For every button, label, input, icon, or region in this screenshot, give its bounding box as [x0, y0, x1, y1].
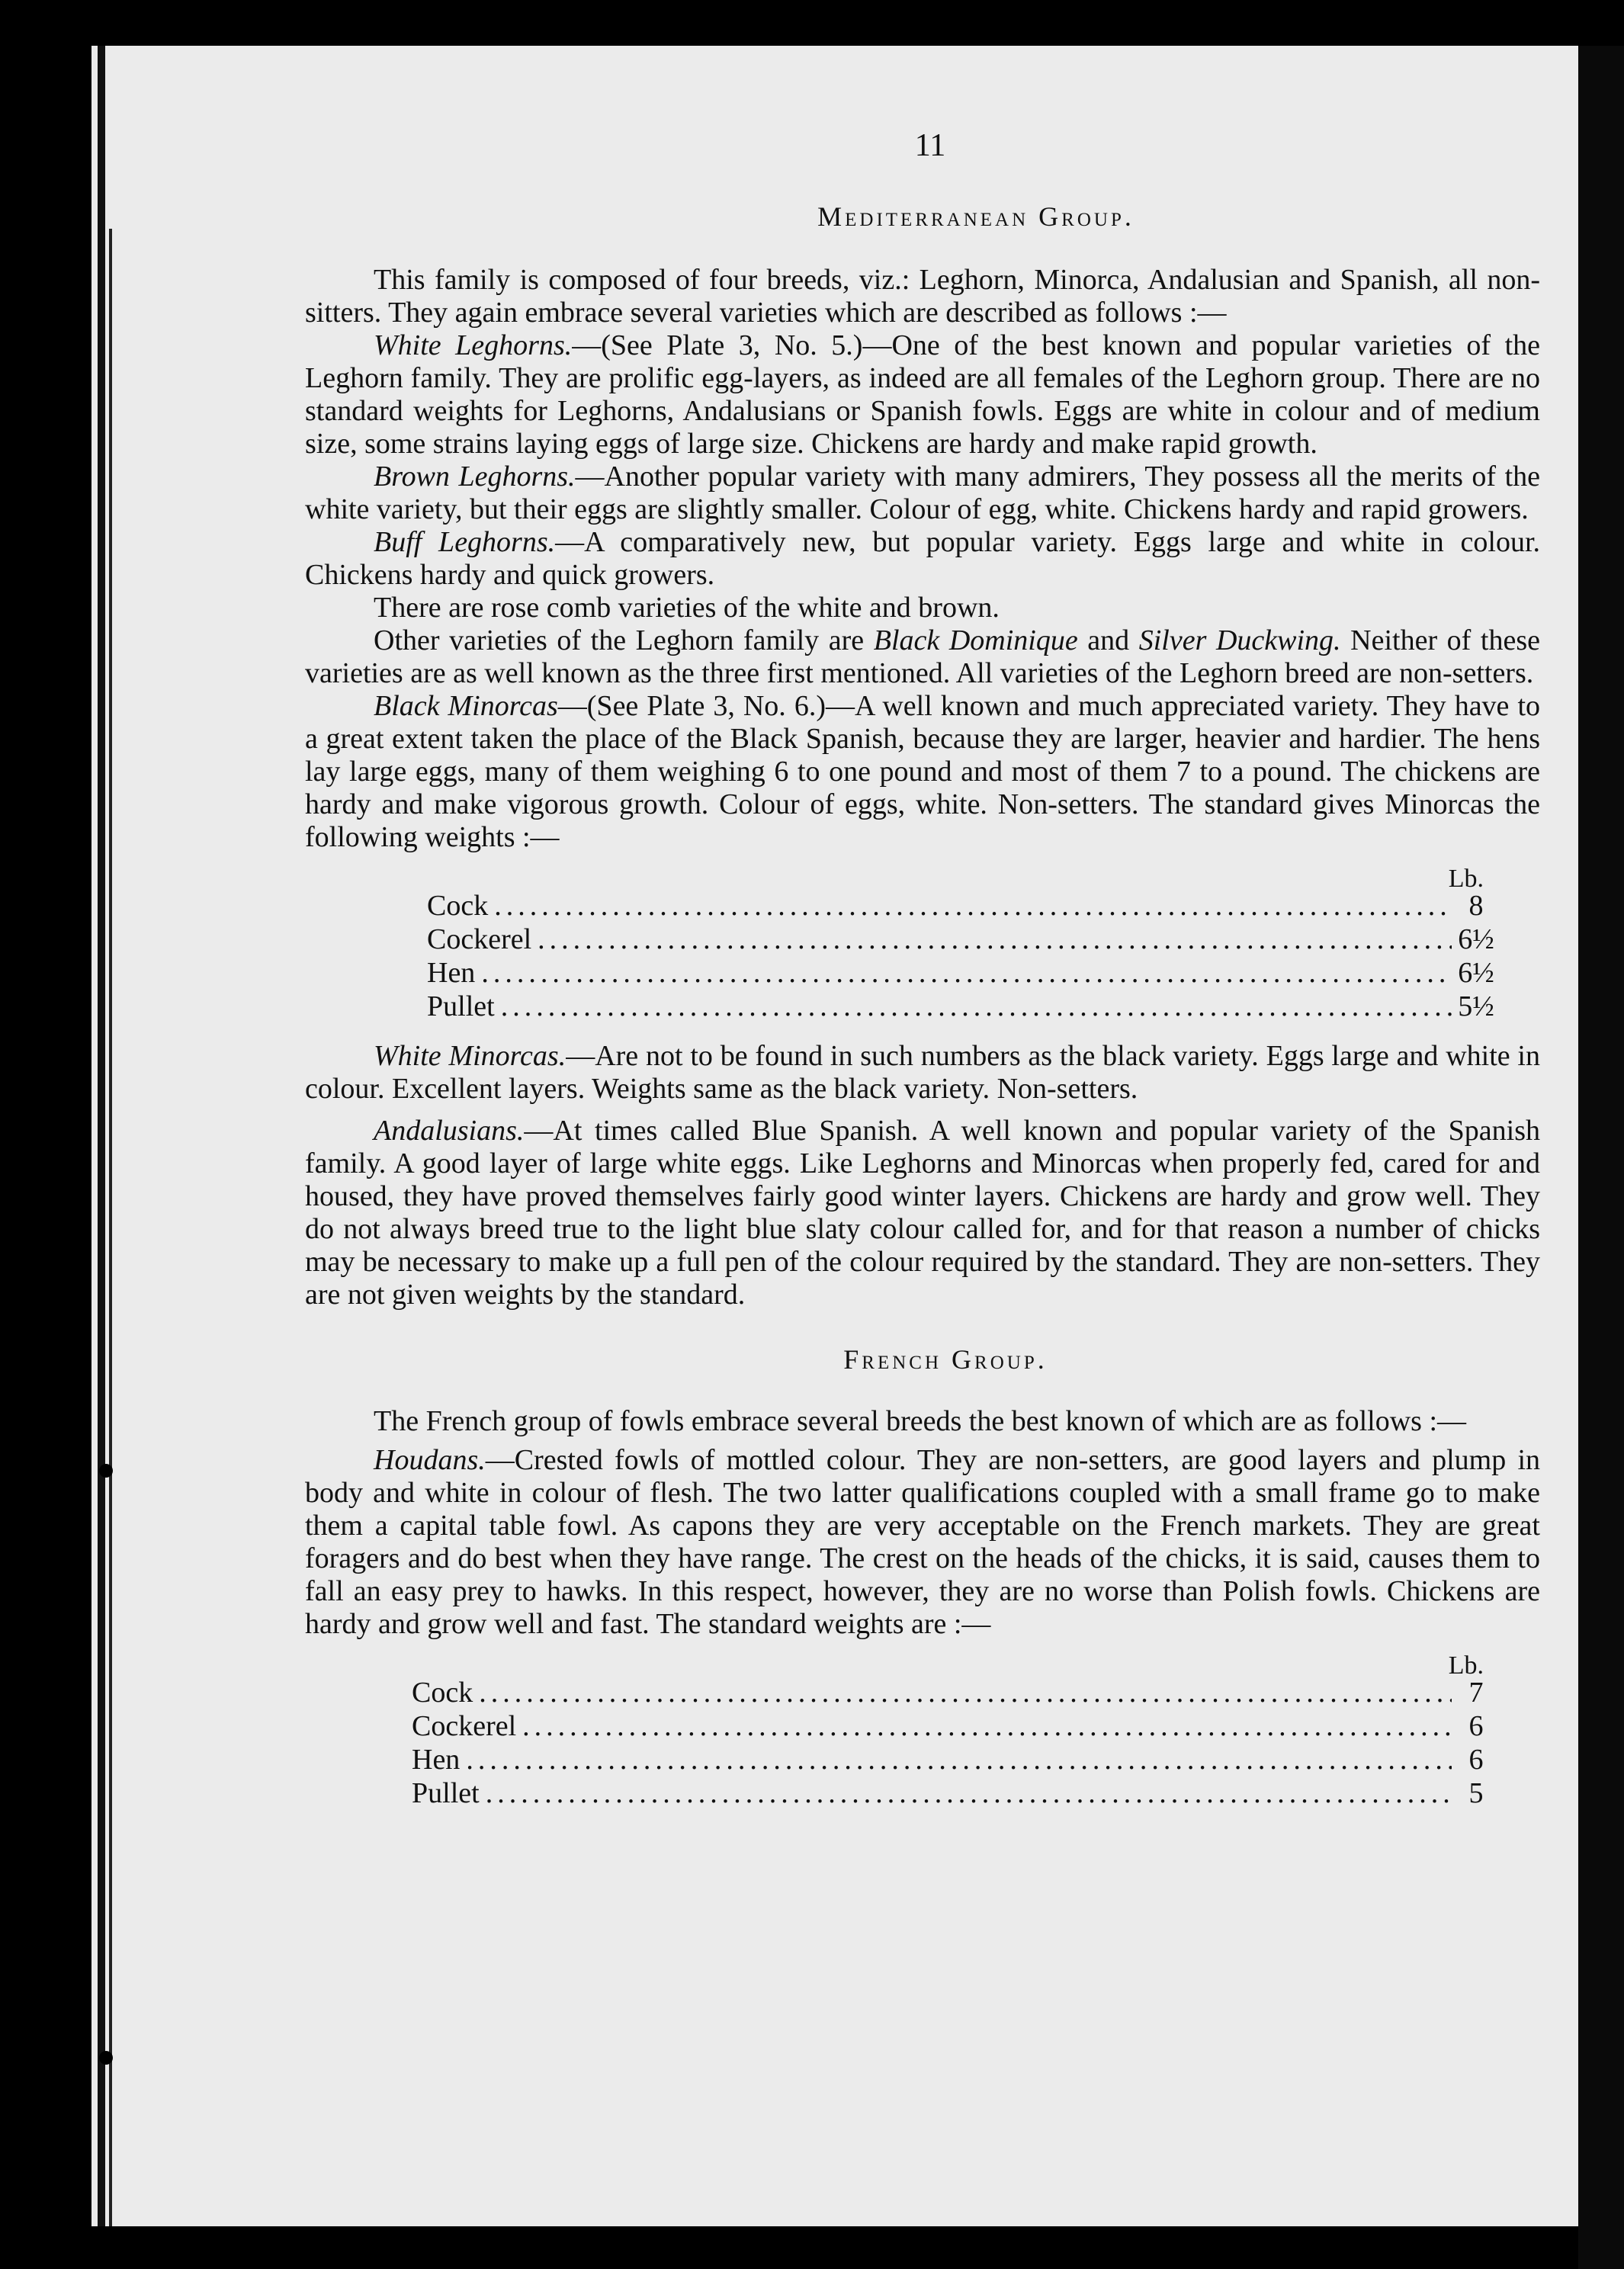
leader-dots [522, 1709, 1452, 1743]
weights-unit: Lb. [1448, 865, 1484, 893]
weights-value: 8 [1468, 890, 1484, 922]
weights-label: Cock [412, 1677, 473, 1709]
section-heading-mediterranean: Mediterranean Group. [817, 201, 1135, 232]
entry-text: —Crested fowls of mottled colour. They are non-setters, are good layers and plump in body and white in colour of flesh. The two latter qualifications coupled with a small frame go to make them a capital table fowl. As capons they are very acceptable on the French markets. They are great foragers and do best when they have range. The crest on the heads of the chicks, it is said, causes them to fall an easy prey to hawks. In this respect, however, they are no worse than Polish fowls. Chickens are hardy and grow well and fast. The standard weights are :— [305, 1444, 1540, 1640]
entry-term: Buff Leghorns. [374, 526, 556, 558]
text-run: Other varieties of the Leghorn family are [374, 624, 874, 656]
binding-hole [99, 1464, 113, 1478]
weights-value: 6½ [1458, 957, 1494, 989]
scan-border-right [1578, 46, 1624, 2269]
leader-dots [479, 1676, 1452, 1709]
entry-white-leghorns [305, 329, 1540, 461]
entry-term: White Minorcas. [374, 1040, 566, 1072]
weights-label: Cockerel [412, 1710, 517, 1742]
entry-text: —Another popular variety with many admirers, They possess all the merits of the white variety, but their eggs are slightly smaller. Colour of egg, white. Chickens hardy and rapid growers. [305, 461, 1541, 525]
entry-houdans [305, 1444, 1540, 1641]
section-heading-french: French Group. [843, 1344, 1048, 1375]
entry-text: —Are not to be found in such numbers as the black variety. Eggs large and white in colour. Excellent layers. Weights same as the black variety. Non-setters. [305, 1040, 1540, 1105]
weights-value: 6 [1468, 1710, 1484, 1742]
paragraph-intro-french: The French group of fowls embrace several breeds the best known of which are as follows :— [374, 1405, 1466, 1437]
entry-white-minorcas [305, 1040, 1540, 1106]
weights-value: 6½ [1458, 923, 1494, 955]
weights-row [427, 956, 1494, 990]
weights-row [427, 923, 1494, 956]
weights-value: 7 [1468, 1677, 1484, 1709]
text-run: Neither of these varieties are as well known as the three first mentioned. All varieties of the Leghorn breed are non-setters. [305, 624, 1541, 689]
entry-black-minorcas [305, 690, 1540, 854]
entry-buff-leghorns [305, 526, 1540, 592]
entry-term: Black Minorcas [374, 690, 558, 722]
paragraph-intro-mediterranean: This family is composed of four breeds, viz.: Leghorn, Minorca, Andalusian and Spanish, all non-sitters. They again embrace several varieties which are described as follows :— [305, 264, 1540, 329]
entry-text: —A comparatively new, but popular variety. Eggs large and white in colour. Chickens hardy and quick growers. [305, 526, 1540, 591]
entry-term: Brown Leghorns. [374, 461, 576, 493]
leader-dots [481, 956, 1452, 990]
entry-term: Houdans. [374, 1444, 486, 1476]
variety-name: Silver Duckwing. [1138, 624, 1341, 656]
paragraph-rose-comb: There are rose comb varieties of the white and brown. [374, 592, 1000, 624]
page-number: 11 [914, 128, 946, 163]
paragraph-other-varieties [305, 624, 1540, 690]
weights-row [412, 1776, 1494, 1810]
entry-text: —At times called Blue Spanish. A well known and popular variety of the Spanish family. A good layer of large white eggs. Like Leghorns and Minorcas when properly fed, cared for and housed, they have proved themselves fairly good winter layers. Chickens are hardy and grow well. They do not always breed true to the light blue slaty colour called for, and for that reason a number of chicks may be necessary to make up a full pen of the colour required by the standard. They are non-setters. They are not given weights by the standard. [305, 1115, 1540, 1311]
weights-row [412, 1743, 1494, 1776]
weights-value: 6 [1468, 1744, 1484, 1776]
page-edge-line-inner [109, 229, 112, 2226]
entry-text: —(See Plate 3, No. 6.)—A well known and much appreciated variety. They have to a great extent taken the place of the Black Spanish, because they are larger, heavier and hardier. The hens lay large eggs, many of them weighing 6 to one pound and most of them 7 to a pound. The chickens are hardy and make vigorous growth. Colour of eggs, white. Non-setters. The standard gives Minorcas the following weights :— [305, 690, 1541, 853]
weights-row [427, 889, 1494, 923]
entry-term: White Leghorns. [374, 329, 573, 361]
weights-value: 5 [1468, 1777, 1484, 1809]
text-run: and [1077, 624, 1139, 656]
page-content [305, 130, 1540, 1827]
binding-hole [99, 2051, 113, 2065]
weights-label: Hen [412, 1744, 461, 1776]
variety-name: Black Dominique [873, 624, 1078, 656]
entry-term: Andalusians. [374, 1115, 525, 1147]
weights-label: Cock [427, 890, 489, 922]
leader-dots [494, 889, 1452, 923]
weights-label: Pullet [427, 990, 495, 1022]
weights-unit: Lb. [1448, 1651, 1484, 1680]
entry-brown-leghorns [305, 461, 1540, 526]
weights-value: 5½ [1458, 990, 1494, 1022]
leader-dots [486, 1776, 1452, 1810]
weights-table-minorcas [427, 865, 1494, 1023]
weights-label: Pullet [412, 1777, 480, 1809]
leader-dots [501, 990, 1452, 1023]
leader-dots [466, 1743, 1452, 1776]
leader-dots [538, 923, 1452, 956]
page-edge-line [98, 46, 105, 2226]
weights-row [412, 1676, 1494, 1709]
weights-row [412, 1709, 1494, 1743]
weights-label: Cockerel [427, 923, 532, 955]
entry-text: —(See Plate 3, No. 5.)—One of the best known and popular varieties of the Leghorn family. They are prolific egg-layers, as indeed are all females of the Leghorn group. There are no standard weights for Leghorns, Andalusians or Spanish fowls. Eggs are white in colour and of medium size, some strains laying eggs of large size. Chickens are hardy and make rapid growth. [305, 329, 1540, 460]
weights-row [427, 990, 1494, 1023]
entry-andalusians [305, 1115, 1540, 1311]
weights-label: Hen [427, 957, 476, 989]
weights-table-houdans [412, 1651, 1494, 1810]
